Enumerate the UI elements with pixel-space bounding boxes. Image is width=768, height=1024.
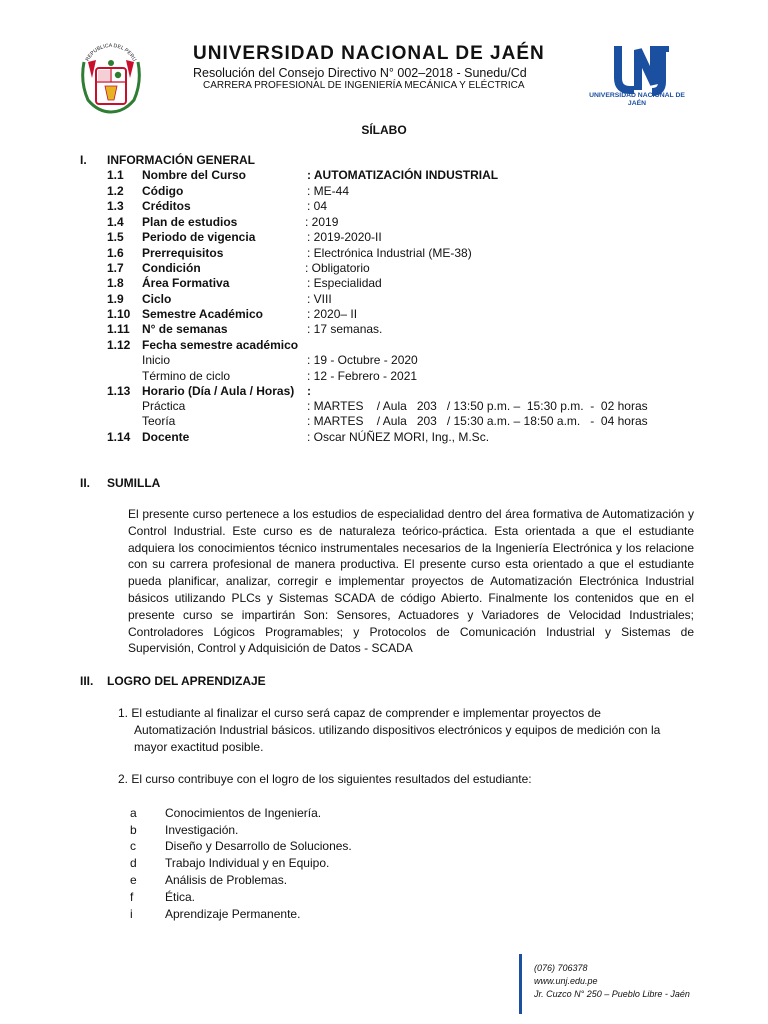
unj-logo-text: UNIVERSIDAD NACIONAL DE JAÉN (589, 92, 685, 107)
info-num: 1.10 (107, 307, 131, 321)
info-value: : MARTES / Aula 203 / 13:50 p.m. – 15:30 p.m. - 02 horas (307, 399, 648, 413)
info-num: 1.6 (107, 246, 124, 260)
info-num: 1.2 (107, 184, 124, 198)
logro-item-1-line-2: Automatización Industrial básicos. utilizando dispositivos electrónicos y equipos de medición con la (134, 723, 661, 737)
footer-divider (519, 954, 522, 1014)
info-label: Condición (142, 261, 201, 275)
result-letter: e (130, 873, 137, 887)
svg-text:REPUBLICA DEL PERU (85, 43, 138, 63)
result-text: Diseño y Desarrollo de Soluciones. (165, 839, 352, 853)
result-letter: i (130, 907, 133, 921)
info-label: Horario (Día / Aula / Horas) (142, 384, 295, 398)
document-title: SÍLABO (361, 123, 407, 137)
peru-coat-of-arms-icon (78, 42, 144, 114)
info-sublabel: Término de ciclo (142, 369, 231, 383)
shield-motto: REPUBLICA DEL PERU (84, 42, 138, 63)
info-label: Código (142, 184, 184, 198)
info-label: Nombre del Curso (142, 168, 247, 182)
result-text: Trabajo Individual y en Equipo. (165, 856, 330, 870)
university-title: UNIVERSIDAD NACIONAL DE JAÉN (193, 43, 545, 64)
section-title-1: INFORMACIÓN GENERAL (107, 153, 255, 167)
info-value: : Electrónica Industrial (ME-38) (307, 246, 472, 260)
section-title-2: SUMILLA (107, 476, 161, 490)
resolution-text: Resolución del Consejo Directivo N° 002–2018 - Sunedu/Cd (193, 66, 527, 80)
info-value: : ME-44 (307, 184, 350, 198)
info-label: Créditos (142, 199, 191, 213)
info-label: Ciclo (142, 292, 172, 306)
info-sublabel: Inicio (142, 353, 171, 367)
career-text: CARRERA PROFESIONAL DE INGENIERÍA MECÁNICA Y ELÉCTRICA (203, 80, 525, 91)
footer-address: Jr. Cuzco N° 250 – Pueblo Libre - Jaén (534, 989, 690, 999)
info-label: Prerrequisitos (142, 246, 224, 260)
footer-website: www.unj.edu.pe (534, 976, 598, 986)
info-value: : 12 - Febrero - 2021 (307, 369, 418, 383)
info-num: 1.11 (107, 322, 130, 336)
info-value: : VIII (307, 292, 332, 306)
info-value: : 19 - Octubre - 2020 (307, 353, 418, 367)
logro-item-1-line-3: mayor exactitud posible. (134, 740, 264, 754)
info-num: 1.9 (107, 292, 124, 306)
footer-phone: (076) 706378 (534, 963, 588, 973)
info-value: : 2020– II (307, 307, 358, 321)
info-num: 1.5 (107, 230, 124, 244)
info-value: : 2019-2020-II (307, 230, 382, 244)
info-num: 1.4 (107, 215, 124, 229)
info-num: 1.8 (107, 276, 124, 290)
info-value: : AUTOMATIZACIÓN INDUSTRIAL (307, 168, 499, 182)
info-value: : MARTES / Aula 203 / 15:30 a.m. – 18:50 a.m. - 04 horas (307, 414, 648, 428)
result-letter: b (130, 823, 137, 837)
result-letter: f (130, 890, 134, 904)
info-label: Fecha semestre académico (142, 338, 299, 352)
info-label: Semestre Académico (142, 307, 263, 321)
info-value: : 17 semanas. (307, 322, 383, 336)
info-value: : Oscar NÚÑEZ MORI, Ing., M.Sc. (307, 430, 490, 444)
info-sublabel: Teoría (142, 414, 176, 428)
info-label: Área Formativa (142, 276, 230, 290)
info-num: 1.7 (107, 261, 124, 275)
info-value: : 04 (307, 199, 328, 213)
section-title-3: LOGRO DEL APRENDIZAJE (107, 674, 266, 688)
result-text: Aprendizaje Permanente. (165, 907, 301, 921)
info-sublabel: Práctica (142, 399, 186, 413)
info-label: Plan de estudios (142, 215, 238, 229)
result-letter: d (130, 856, 137, 870)
sumilla-paragraph: El presente curso pertenece a los estudios de especialidad dentro del área formativa de Automatización y Control Industrial. Este curso es de naturaleza teórico-práctica. Esta orientada a que el estudiante adquiera los conocimientos técnico instrumentales necesarios de la Ingeniería Electrónica y los relacione con su carrera profesional de manera productiva. El presente curso esta orientado a que el estudiante pueda planificar, analizar, corregir e implementar proyectos de Automatización Electrónica Industrial básicos utilizando PLCs y Sistemas SCADA de código Abierto. Finalmente los contenidos que en el presente curso se impartirán Son: Sensores, Actuadores y Variadores de Velocidad Industriales; Controladores Lógicos Programables; y Protocolos de Comunicación Industrial y Sistemas de Supervisión, Control y Adquisición de Datos - SCADA (128, 507, 694, 656)
result-text: Análisis de Problemas. (165, 873, 288, 887)
info-label: Periodo de vigencia (142, 230, 256, 244)
info-num: 1.13 (107, 384, 131, 398)
result-text: Conocimientos de Ingeniería. (165, 806, 322, 820)
info-label: N° de semanas (142, 322, 228, 336)
info-value: : 2019 (305, 215, 339, 229)
info-value: : Especialidad (307, 276, 382, 290)
info-num: 1.14 (107, 430, 131, 444)
section-number-3: III. (80, 674, 94, 688)
logro-item-1-line-1: 1. El estudiante al finalizar el curso será capaz de comprender e implementar proyectos de (118, 706, 601, 720)
info-num: 1.12 (107, 338, 131, 352)
section-number-1: I. (80, 153, 87, 167)
result-text: Ética. (165, 890, 196, 904)
info-num: 1.1 (107, 168, 124, 182)
info-value: : Obligatorio (305, 261, 370, 275)
info-value: : (307, 384, 311, 398)
section-number-2: II. (80, 476, 91, 490)
info-num: 1.3 (107, 199, 124, 213)
result-letter: c (130, 839, 136, 853)
result-text: Investigación. (165, 823, 239, 837)
info-label: Docente (142, 430, 190, 444)
result-letter: a (130, 806, 137, 820)
logro-item-2: 2. El curso contribuye con el logro de los siguientes resultados del estudiante: (118, 772, 532, 786)
